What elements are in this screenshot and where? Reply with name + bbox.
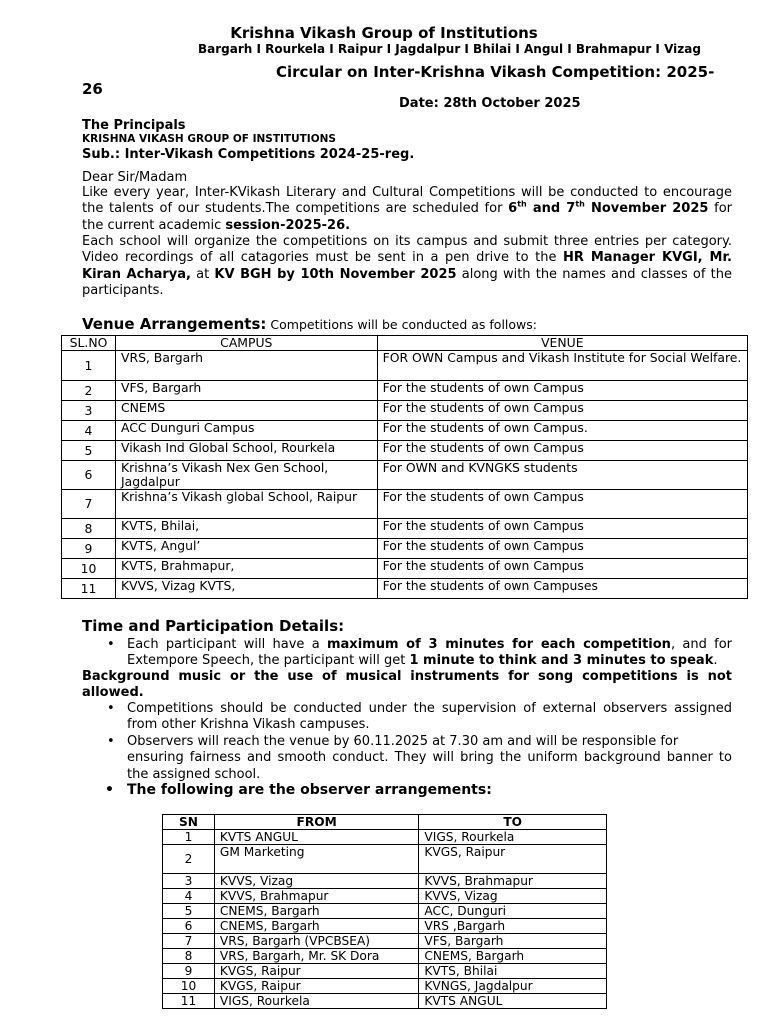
p1-session: session-2025-26. [225,217,351,233]
p2-text: Each school will organize the competitions on its campus and submit three entries per category. Video recordings of all catagories must be sent in a pen drive to the [82,234,732,266]
recipient-org: KRISHNA VIKASH GROUP OF INSTITUTIONS [82,133,336,145]
venue-col-venue: VENUE [377,336,747,351]
venue-row [62,559,748,579]
observer-row [163,979,607,994]
locations-line: Bargarh I Rourkela I Raipur I Jagdalpur I Bhilai I Angul I Brahmapur I Vizag [198,42,701,56]
venue-sn: 3 [62,401,116,421]
venue-heading-line [82,315,537,333]
venue-sn: 6 [62,461,116,490]
venue-sn: 4 [62,421,116,441]
bullet-duration [107,637,732,670]
observer-sn: 7 [163,934,215,949]
b3-line1: Observers will reach the venue by 60.11.2025 at 7.30 am and will be responsible for [127,734,679,749]
venue-row [62,490,748,519]
observer-to: KVTS, Bhilai [419,964,607,979]
b2-text: Competitions should be conducted under the supervision of external observers assigned from other Krishna Vikash campuses. [127,701,732,733]
observer-to: KVVS, Vizag [419,889,607,904]
venue-sn: 7 [62,490,116,519]
venue-sn: 2 [62,381,116,401]
venue-sn: 5 [62,441,116,461]
observer-from: KVGS, Raipur [214,964,419,979]
venue-location: For the students of own Campus [377,559,747,579]
observer-from: KVTS ANGUL [214,830,419,845]
observer-to: VIGS, Rourkela [419,830,607,845]
observer-sn: 6 [163,919,215,934]
observer-sn: 1 [163,830,215,845]
venue-row [62,381,748,401]
observer-to: CNEMS, Bargarh [419,949,607,964]
observer-col-to: TO [419,815,607,830]
paragraph-submission [82,234,732,299]
observer-sn: 4 [163,889,215,904]
venue-row [62,421,748,441]
p1-and: and 7 [526,201,576,217]
observer-row [163,949,607,964]
venue-campus: ACC Dunguri Campus [115,421,377,441]
venue-header-row [62,336,748,351]
observer-to: KVNGS, Jagdalpur [419,979,607,994]
venue-row [62,351,748,381]
observer-from: KVVS, Vizag [214,874,419,889]
observer-row [163,919,607,934]
observer-from: VRS, Bargarh (VPCBSEA) [214,934,419,949]
observer-sn: 5 [163,904,215,919]
observer-to: KVTS ANGUL [419,994,607,1009]
venue-campus: Krishna’s Vikash global School, Raipur [115,490,377,519]
venue-campus: VRS, Bargarh [115,351,377,381]
b1-end: . [713,653,718,669]
salutation: Dear Sir/Madam [82,170,188,185]
p2-text-b: along with the names and classes of the participants. [82,266,732,298]
venue-location: For the students of own Campus [377,441,747,461]
venue-col-campus: CAMPUS [115,336,377,351]
venue-campus: KVTS, Brahmapur, [115,559,377,579]
observer-from: VIGS, Rourkela [214,994,419,1009]
observer-to: KVGS, Raipur [419,845,607,874]
observer-to: KVVS, Brahmapur [419,874,607,889]
observer-sn: 10 [163,979,215,994]
b3-line2: ensuring fairness and smooth conduct. They will bring the uniform background banner to the assigned school. [127,750,732,782]
bullet-observer-arrangements [105,782,492,798]
observer-row [163,845,607,874]
circular-title-year: 26 [82,80,103,98]
observer-row [163,934,607,949]
bullet-observers [107,701,732,734]
b1-bold2: 1 minute to think and 3 minutes to speak [409,653,714,669]
observer-row [163,904,607,919]
venue-campus: Krishna’s Vikash Nex Gen School, Jagdalpur [115,461,377,490]
observer-row [163,874,607,889]
venue-campus: VFS, Bargarh [115,381,377,401]
venue-campus: KVTS, Bhilai, [115,519,377,539]
bullet-dot: • [107,701,115,716]
p2-hr: HR Manager KVGI, Mr. Kiran Acharya, [82,250,732,282]
p1-day1: 6 [508,201,518,217]
music-note: Background music or the use of musical instruments for song competitions is not allowed. [82,669,732,701]
p2-kv: KV BGH by 10th November 2025 [214,266,457,282]
venue-table [61,335,748,599]
p1-text-b: for the current academic [82,201,733,233]
venue-sn: 8 [62,519,116,539]
venue-row [62,401,748,421]
p2-at: at [190,266,215,282]
bullet-arrival [107,734,732,783]
bullet-dot: • [105,782,114,798]
observer-col-from: FROM [214,815,419,830]
observer-sn: 2 [163,845,215,874]
b1-text: Each participant will have a [127,637,327,652]
p1-month: November 2025 [584,201,709,217]
venue-location: FOR OWN Campus and Vikash Institute for Social Welfare. [377,351,747,381]
org-name: Krishna Vikash Group of Institutions [230,24,538,42]
time-heading: Time and Participation Details: [82,617,345,635]
venue-campus: Vikash Ind Global School, Rourkela [115,441,377,461]
venue-sn: 11 [62,579,116,599]
bullet-dot: • [107,637,115,652]
b4-text: The following are the observer arrangements: [127,782,492,798]
observer-from: CNEMS, Bargarh [214,919,419,934]
observer-row [163,830,607,845]
circular-title: Circular on Inter-Krishna Vikash Competition: 2025- [276,63,715,81]
observer-row [163,889,607,904]
observer-to: VRS ,Bargarh [419,919,607,934]
observer-header-row [163,815,607,830]
venue-campus: KVTS, Angul’ [115,539,377,559]
venue-location: For the students of own Campus [377,401,747,421]
venue-location: For the students of own Campus. [377,421,747,441]
observer-to: ACC, Dunguri [419,904,607,919]
observer-from: VRS, Bargarh, Mr. SK Dora [214,949,419,964]
observer-sn: 11 [163,994,215,1009]
b1-bold: maximum of 3 minutes for each competition [326,637,671,652]
recipient: The Principals [82,118,186,133]
observer-to: VFS, Bargarh [419,934,607,949]
venue-sn: 1 [62,351,116,381]
venue-location: For OWN and KVNGKS students [377,461,747,490]
venue-row [62,519,748,539]
venue-row [62,461,748,490]
venue-row [62,441,748,461]
venue-row [62,539,748,559]
venue-location: For the students of own Campus [377,490,747,519]
venue-row [62,579,748,599]
observer-sn: 9 [163,964,215,979]
venue-location: For the students of own Campus [377,539,747,559]
observer-row [163,994,607,1009]
p1-sup: th [517,199,527,209]
observer-from: CNEMS, Bargarh [214,904,419,919]
venue-location: For the students of own Campuses [377,579,747,599]
circular-date: Date: 28th October 2025 [399,96,581,111]
observer-col-sn: SN [163,815,215,830]
venue-sn: 9 [62,539,116,559]
observer-row [163,964,607,979]
venue-col-slno: SL.NO [62,336,116,351]
venue-campus: CNEMS [115,401,377,421]
observer-from: KVVS, Brahmapur [214,889,419,904]
observer-from: GM Marketing [214,845,419,874]
bullet-dot: • [107,734,115,749]
observer-sn: 8 [163,949,215,964]
b1-text-b: , and for Extempore Speech, the participant will get [127,637,732,669]
venue-sn: 10 [62,559,116,579]
venue-campus: KVVS, Vizag KVTS, [115,579,377,599]
subject-line: Sub.: Inter-Vikash Competitions 2024-25-reg. [82,147,415,162]
observer-table [162,814,607,1009]
observer-sn: 3 [163,874,215,889]
p1-text: Like every year, Inter-KVikash Literary and Cultural Competitions will be conducted to encourage the talents of our students.The competitions are scheduled for [82,185,732,217]
venue-location: For the students of own Campus [377,519,747,539]
venue-heading: Venue Arrangements: [82,315,267,333]
venue-subheading: Competitions will be conducted as follows: [266,317,537,332]
venue-location: For the students of own Campus [377,381,747,401]
observer-from: KVGS, Raipur [214,979,419,994]
paragraph-schedule [82,185,732,234]
p1-sup2: th [575,199,585,209]
